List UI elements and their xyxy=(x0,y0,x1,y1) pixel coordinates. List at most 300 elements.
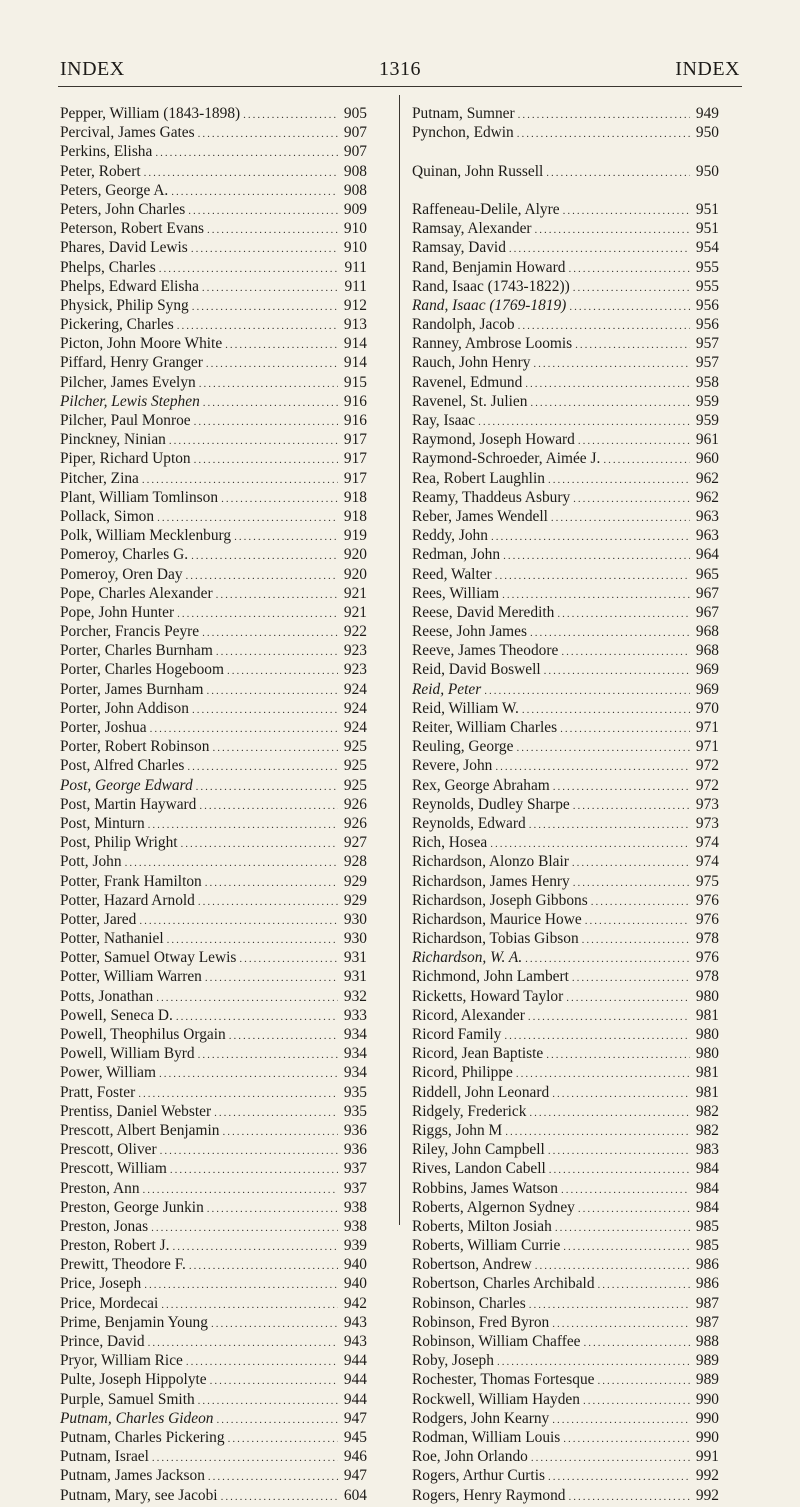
entry-page-number: 938 xyxy=(343,1217,367,1235)
dot-leader xyxy=(572,854,690,873)
entry-page-number: 925 xyxy=(343,738,367,756)
index-entry xyxy=(60,296,367,315)
entry-name: Potter, Hazard Arnold xyxy=(60,891,195,909)
entry-name: Price, Mordecai xyxy=(60,1294,159,1312)
index-entry xyxy=(60,814,367,833)
entry-name: Porcher, Francis Peyre xyxy=(60,623,200,641)
entry-page-number: 984 xyxy=(695,1179,719,1197)
index-entry xyxy=(412,565,719,584)
index-entry xyxy=(60,948,367,967)
index-entry xyxy=(60,660,367,679)
entry-page-number: 962 xyxy=(695,469,719,487)
index-entry xyxy=(60,565,367,584)
dot-leader xyxy=(575,336,690,355)
entry-name: Rogers, Henry Raymond xyxy=(412,1486,566,1504)
dot-leader xyxy=(205,969,338,988)
entry-name: Ravenel, St. Julien xyxy=(412,392,528,410)
index-entry xyxy=(60,1159,367,1178)
dot-leader xyxy=(151,1219,338,1238)
entry-page-number: 990 xyxy=(695,1409,719,1427)
entry-page-number: 976 xyxy=(695,910,719,928)
dot-leader xyxy=(203,394,338,413)
index-entry xyxy=(412,987,719,1006)
index-entry xyxy=(60,488,367,507)
entry-page-number: 960 xyxy=(695,450,719,468)
index-entry xyxy=(412,1102,719,1121)
index-entry xyxy=(412,1409,719,1428)
index-entry xyxy=(60,1006,367,1025)
entry-page-number: 911 xyxy=(344,277,367,295)
index-entry xyxy=(412,1083,719,1102)
entry-name: Phelps, Edward Elisha xyxy=(60,277,199,295)
index-entry xyxy=(60,967,367,986)
entry-name: Potter, Frank Hamilton xyxy=(60,872,202,890)
entry-page-number: 939 xyxy=(343,1237,367,1255)
entry-name: Robertson, Charles Archibald xyxy=(412,1275,595,1293)
index-entry xyxy=(412,910,719,929)
entry-name: Riley, John Campbell xyxy=(412,1141,545,1159)
entry-name: Robbins, James Watson xyxy=(412,1179,558,1197)
entry-name: Purple, Samuel Smith xyxy=(60,1390,195,1408)
entry-name: Post, Philip Wright xyxy=(60,834,178,852)
index-entry xyxy=(60,1179,367,1198)
entry-name: Ricketts, Howard Taylor xyxy=(412,987,564,1005)
entry-name: Pomeroy, Oren Day xyxy=(60,565,183,583)
dot-leader xyxy=(548,1142,690,1161)
index-entry xyxy=(60,1140,367,1159)
index-entry xyxy=(60,1236,367,1255)
page-number: 1316 xyxy=(379,58,421,80)
entry-name: Physick, Philip Syng xyxy=(60,296,189,314)
index-entry xyxy=(60,1121,367,1140)
index-entry xyxy=(60,1102,367,1121)
section-gap xyxy=(412,142,719,161)
entry-name: Richardson, Tobias Gibson xyxy=(412,930,579,948)
dot-leader xyxy=(172,1238,338,1257)
index-entry xyxy=(60,200,367,219)
entry-name: Reuling, George xyxy=(412,738,514,756)
entry-page-number: 972 xyxy=(695,776,719,794)
dot-leader xyxy=(561,1181,690,1200)
dot-leader xyxy=(210,1372,338,1391)
entry-name: Reeve, James Theodore xyxy=(412,642,559,660)
index-entry xyxy=(412,795,719,814)
dot-leader xyxy=(531,1449,690,1468)
entry-name: Putnam, Israel xyxy=(60,1448,149,1466)
entry-name: Piper, Richard Upton xyxy=(60,450,191,468)
entry-name: Ramsay, Alexander xyxy=(412,220,532,238)
entry-name: Richardson, Alonzo Blair xyxy=(412,853,569,871)
entry-page-number: 988 xyxy=(695,1333,719,1350)
index-entry xyxy=(60,334,367,353)
entry-page-number: 992 xyxy=(695,1467,719,1485)
entry-name: Peters, George A. xyxy=(60,181,169,199)
index-entry xyxy=(412,315,719,334)
index-entry xyxy=(60,1044,367,1063)
dot-leader xyxy=(548,1468,690,1487)
entry-page-number: 913 xyxy=(343,316,367,334)
index-entry xyxy=(60,1198,367,1217)
entry-page-number: 926 xyxy=(343,795,367,813)
index-entry xyxy=(60,718,367,737)
entry-name: Ray, Isaac xyxy=(412,412,476,429)
dot-leader xyxy=(187,758,338,777)
dot-leader xyxy=(583,1392,690,1411)
index-entry xyxy=(412,1428,719,1447)
entry-page-number: 918 xyxy=(343,507,367,525)
dot-leader xyxy=(205,874,338,893)
entry-page-number: 978 xyxy=(695,968,719,986)
entry-name: Ridgely, Frederick xyxy=(412,1102,527,1120)
entry-page-number: 944 xyxy=(343,1390,367,1408)
index-entry xyxy=(60,392,367,411)
dot-leader xyxy=(568,1488,690,1507)
entry-name: Richardson, Maurice Howe xyxy=(412,910,582,928)
dot-leader xyxy=(239,950,338,969)
entry-name: Rand, Isaac (1769-1819) xyxy=(412,296,567,314)
entry-name: Preston, George Junkin xyxy=(60,1198,204,1216)
entry-page-number: 976 xyxy=(695,949,719,967)
entry-page-number: 919 xyxy=(343,527,367,545)
entry-page-number: 917 xyxy=(343,431,367,449)
entry-name: Rees, William xyxy=(412,584,500,602)
index-entry xyxy=(412,814,719,833)
entry-name: Rogers, Arthur Curtis xyxy=(412,1467,545,1485)
index-entry xyxy=(60,1063,367,1082)
index-entry xyxy=(412,1351,719,1370)
entry-page-number: 920 xyxy=(343,546,367,564)
index-entry xyxy=(412,1063,719,1082)
entry-page-number: 965 xyxy=(695,565,719,583)
entry-name: Pollack, Simon xyxy=(60,507,155,525)
entry-name: Potter, William Warren xyxy=(60,968,202,986)
entry-page-number: 981 xyxy=(695,1083,719,1101)
entry-page-number: 915 xyxy=(343,373,367,391)
entry-page-number: 967 xyxy=(695,603,719,621)
entry-name: Porter, Charles Hogeboom xyxy=(60,661,224,679)
dot-leader xyxy=(584,1334,690,1353)
index-entry xyxy=(60,795,367,814)
entry-page-number: 963 xyxy=(695,527,719,545)
entry-name: Riggs, John M xyxy=(412,1121,503,1139)
index-entry xyxy=(60,219,367,238)
entry-name: Robinson, Fred Byron xyxy=(412,1313,550,1331)
entry-name: Richardson, W. A. xyxy=(412,949,523,967)
entry-page-number: 987 xyxy=(695,1294,719,1312)
entry-page-number: 916 xyxy=(343,412,367,429)
index-entry xyxy=(60,1083,367,1102)
index-entry xyxy=(412,891,719,910)
entry-name: Revere, John xyxy=(412,757,493,775)
entry-page-number: 974 xyxy=(695,853,719,871)
index-entry xyxy=(412,258,719,277)
index-entry xyxy=(60,1390,367,1409)
index-entry xyxy=(412,104,719,123)
entry-page-number: 907 xyxy=(343,124,367,142)
dot-leader xyxy=(516,739,690,758)
index-entry xyxy=(412,948,719,967)
dot-leader xyxy=(144,164,338,183)
entry-page-number: 962 xyxy=(695,488,719,506)
index-entry xyxy=(60,852,367,871)
index-entry xyxy=(60,872,367,891)
dot-leader xyxy=(198,1046,338,1065)
entry-name: Powell, Seneca D. xyxy=(60,1006,173,1024)
entry-name: Piffard, Henry Granger xyxy=(60,354,203,372)
dot-leader xyxy=(535,221,690,240)
entry-page-number: 987 xyxy=(695,1313,719,1331)
entry-name: Powell, Theophilus Orgain xyxy=(60,1026,226,1043)
entry-name: Rauch, John Henry xyxy=(412,354,531,372)
index-entry xyxy=(412,1006,719,1025)
entry-page-number: 909 xyxy=(343,200,367,218)
index-entry xyxy=(60,1294,367,1313)
entry-name: Raffeneau-Delile, Alyre xyxy=(412,200,560,218)
entry-name: Ranney, Ambrose Loomis xyxy=(412,335,573,353)
dot-leader xyxy=(234,528,338,547)
entry-page-number: 940 xyxy=(343,1275,367,1293)
entry-name: Prewitt, Theodore F. xyxy=(60,1256,186,1274)
index-entry xyxy=(60,1466,367,1485)
dot-leader xyxy=(573,490,690,509)
entry-name: Ricord Family xyxy=(412,1026,502,1043)
index-entry xyxy=(412,1447,719,1466)
entry-page-number: 911 xyxy=(344,258,367,276)
entry-name: Plant, William Tomlinson xyxy=(60,488,219,506)
entry-page-number: 949 xyxy=(695,105,719,122)
entry-name: Robinson, Charles xyxy=(412,1294,526,1312)
entry-name: Porter, Robert Robinson xyxy=(60,738,210,756)
entry-page-number: 982 xyxy=(695,1121,719,1139)
entry-name: Reynolds, Edward xyxy=(412,814,526,832)
index-entry xyxy=(60,833,367,852)
entry-page-number: 959 xyxy=(695,392,719,410)
index-entry xyxy=(60,258,367,277)
entry-name: Roe, John Orlando xyxy=(412,1448,528,1466)
entry-page-number: 937 xyxy=(343,1179,367,1197)
entry-name: Percival, James Gates xyxy=(60,124,195,142)
index-entry xyxy=(412,737,719,756)
dot-leader xyxy=(585,912,690,931)
entry-page-number: 985 xyxy=(695,1217,719,1235)
entry-name: Rockwell, William Hayden xyxy=(412,1390,580,1408)
entry-name: Price, Joseph xyxy=(60,1275,142,1293)
entry-name: Porter, Joshua xyxy=(60,719,147,736)
dot-leader xyxy=(529,1104,690,1123)
entry-page-number: 981 xyxy=(695,1064,719,1082)
entry-page-number: 950 xyxy=(695,124,719,142)
dot-leader xyxy=(568,260,690,279)
entry-page-number: 920 xyxy=(343,565,367,583)
dot-leader xyxy=(243,106,338,125)
dot-leader xyxy=(560,720,690,739)
entry-name: Riddell, John Leonard xyxy=(412,1083,550,1101)
index-entry xyxy=(60,238,367,257)
index-entry xyxy=(60,1447,367,1466)
dot-leader xyxy=(216,586,338,605)
entry-name: Prescott, William xyxy=(60,1160,167,1178)
entry-name: Reber, James Wendell xyxy=(412,507,548,525)
dot-leader xyxy=(228,1430,338,1449)
entry-name: Perkins, Elisha xyxy=(60,143,153,161)
entry-page-number: 926 xyxy=(343,814,367,832)
entry-page-number: 957 xyxy=(695,335,719,353)
index-entry xyxy=(412,1198,719,1217)
index-entry xyxy=(412,584,719,603)
index-entry xyxy=(412,1466,719,1485)
dot-leader xyxy=(528,1008,690,1027)
dot-leader xyxy=(216,1411,338,1430)
entry-page-number: 989 xyxy=(695,1371,719,1389)
index-entry xyxy=(412,660,719,679)
dot-leader xyxy=(191,240,338,259)
dot-leader xyxy=(227,662,338,681)
entry-name: Randolph, Jacob xyxy=(412,316,515,334)
entry-page-number: 978 xyxy=(695,930,719,948)
dot-leader xyxy=(563,1238,690,1257)
entry-page-number: 956 xyxy=(695,296,719,314)
dot-leader xyxy=(555,1219,690,1238)
dot-leader xyxy=(597,1372,690,1391)
index-entry xyxy=(60,1274,367,1293)
entry-name: Prescott, Oliver xyxy=(60,1141,157,1159)
entry-name: Pott, John xyxy=(60,853,122,871)
entry-name: Roberts, William Currie xyxy=(412,1237,561,1255)
entry-name: Peterson, Robert Evans xyxy=(60,220,205,238)
entry-name: Ricord, Philippe xyxy=(412,1064,513,1082)
entry-page-number: 975 xyxy=(695,872,719,890)
dot-leader xyxy=(563,1430,690,1449)
entry-page-number: 955 xyxy=(695,258,719,276)
index-entry xyxy=(60,1313,367,1332)
entry-name: Potts, Jonathan xyxy=(60,987,154,1005)
dot-leader xyxy=(199,797,338,816)
entry-name: Power, William xyxy=(60,1064,156,1082)
entry-name: Porter, John Addison xyxy=(60,699,189,717)
entry-name: Prentiss, Daniel Webster xyxy=(60,1102,212,1120)
entry-name: Porter, James Burnham xyxy=(60,680,204,698)
entry-name: Pratt, Foster xyxy=(60,1083,136,1101)
entry-page-number: 924 xyxy=(343,719,367,736)
entry-page-number: 929 xyxy=(343,891,367,909)
entry-page-number: 944 xyxy=(343,1352,367,1370)
index-entry xyxy=(412,296,719,315)
entry-page-number: 971 xyxy=(695,719,719,736)
entry-page-number: 947 xyxy=(343,1409,367,1427)
entry-name: Preston, Robert J. xyxy=(60,1237,170,1255)
dot-leader xyxy=(603,451,690,470)
index-entry xyxy=(412,1370,719,1389)
section-gap xyxy=(412,181,719,200)
index-entry xyxy=(60,1370,367,1389)
index-entry xyxy=(412,1179,719,1198)
entry-page-number: 986 xyxy=(695,1275,719,1293)
index-entry xyxy=(412,238,719,257)
entry-name: Putnam, Charles Pickering xyxy=(60,1428,225,1446)
entry-name: Ricord, Alexander xyxy=(412,1006,525,1024)
index-entry xyxy=(412,756,719,775)
entry-page-number: 945 xyxy=(343,1428,367,1446)
index-entry xyxy=(60,545,367,564)
entry-page-number: 935 xyxy=(343,1083,367,1101)
entry-name: Richardson, James Henry xyxy=(412,872,570,890)
entry-name: Pinckney, Ninian xyxy=(60,431,166,449)
entry-name: Prescott, Albert Benjamin xyxy=(60,1121,220,1139)
entry-page-number: 986 xyxy=(695,1256,719,1274)
index-entry xyxy=(412,1332,719,1351)
index-entry xyxy=(60,449,367,468)
entry-page-number: 934 xyxy=(343,1064,367,1082)
dot-leader xyxy=(198,125,338,144)
entry-page-number: 971 xyxy=(695,738,719,756)
index-entry xyxy=(412,200,719,219)
index-entry xyxy=(60,1025,367,1044)
dot-leader xyxy=(192,701,338,720)
entry-page-number: 929 xyxy=(343,872,367,890)
entry-name: Post, Minturn xyxy=(60,814,145,832)
entry-page-number: 950 xyxy=(695,162,719,180)
index-entry xyxy=(60,315,367,334)
entry-page-number: 936 xyxy=(343,1141,367,1159)
dot-leader xyxy=(214,1104,338,1123)
entry-page-number: 922 xyxy=(343,623,367,641)
dot-leader xyxy=(194,413,338,432)
entry-page-number: 972 xyxy=(695,757,719,775)
index-entry xyxy=(60,1409,367,1428)
index-entry xyxy=(412,526,719,545)
index-entry xyxy=(412,411,719,430)
dot-leader xyxy=(529,816,690,835)
entry-page-number: 959 xyxy=(695,412,719,429)
dot-leader xyxy=(155,144,338,163)
entry-page-number: 946 xyxy=(343,1448,367,1466)
entry-name: Roby, Joseph xyxy=(412,1352,494,1370)
dot-leader xyxy=(546,1046,690,1065)
index-entry xyxy=(412,641,719,660)
index-entry xyxy=(412,430,719,449)
dot-leader xyxy=(171,183,338,202)
entry-page-number: 980 xyxy=(695,1026,719,1043)
index-entry xyxy=(60,584,367,603)
entry-name: Phelps, Charles xyxy=(60,258,156,276)
dot-leader xyxy=(191,547,338,566)
entry-page-number: 907 xyxy=(343,143,367,161)
index-entry xyxy=(412,1390,719,1409)
index-entry xyxy=(412,776,719,795)
dot-leader xyxy=(186,1353,338,1372)
entry-page-number: 934 xyxy=(343,1045,367,1063)
dot-leader xyxy=(529,1296,690,1315)
index-entry xyxy=(60,603,367,622)
entry-name: Reynolds, Dudley Sharpe xyxy=(412,795,570,813)
index-entry xyxy=(60,1486,367,1505)
entry-name: Ravenel, Edmund xyxy=(412,373,523,391)
entry-name: Potter, Nathaniel xyxy=(60,930,164,948)
index-entry xyxy=(412,373,719,392)
dot-leader xyxy=(156,989,338,1008)
entry-name: Rea, Robert Laughlin xyxy=(412,469,545,487)
entry-name: Peter, Robert xyxy=(60,162,141,180)
index-entry xyxy=(412,929,719,948)
dot-leader xyxy=(552,1085,690,1104)
dot-leader xyxy=(216,643,338,662)
entry-name: Redman, John xyxy=(412,546,501,564)
entry-page-number: 976 xyxy=(695,891,719,909)
entry-name: Putnam, Mary, see Jacobi xyxy=(60,1486,218,1504)
dot-leader xyxy=(194,451,338,470)
index-entry xyxy=(412,967,719,986)
index-entry xyxy=(412,852,719,871)
